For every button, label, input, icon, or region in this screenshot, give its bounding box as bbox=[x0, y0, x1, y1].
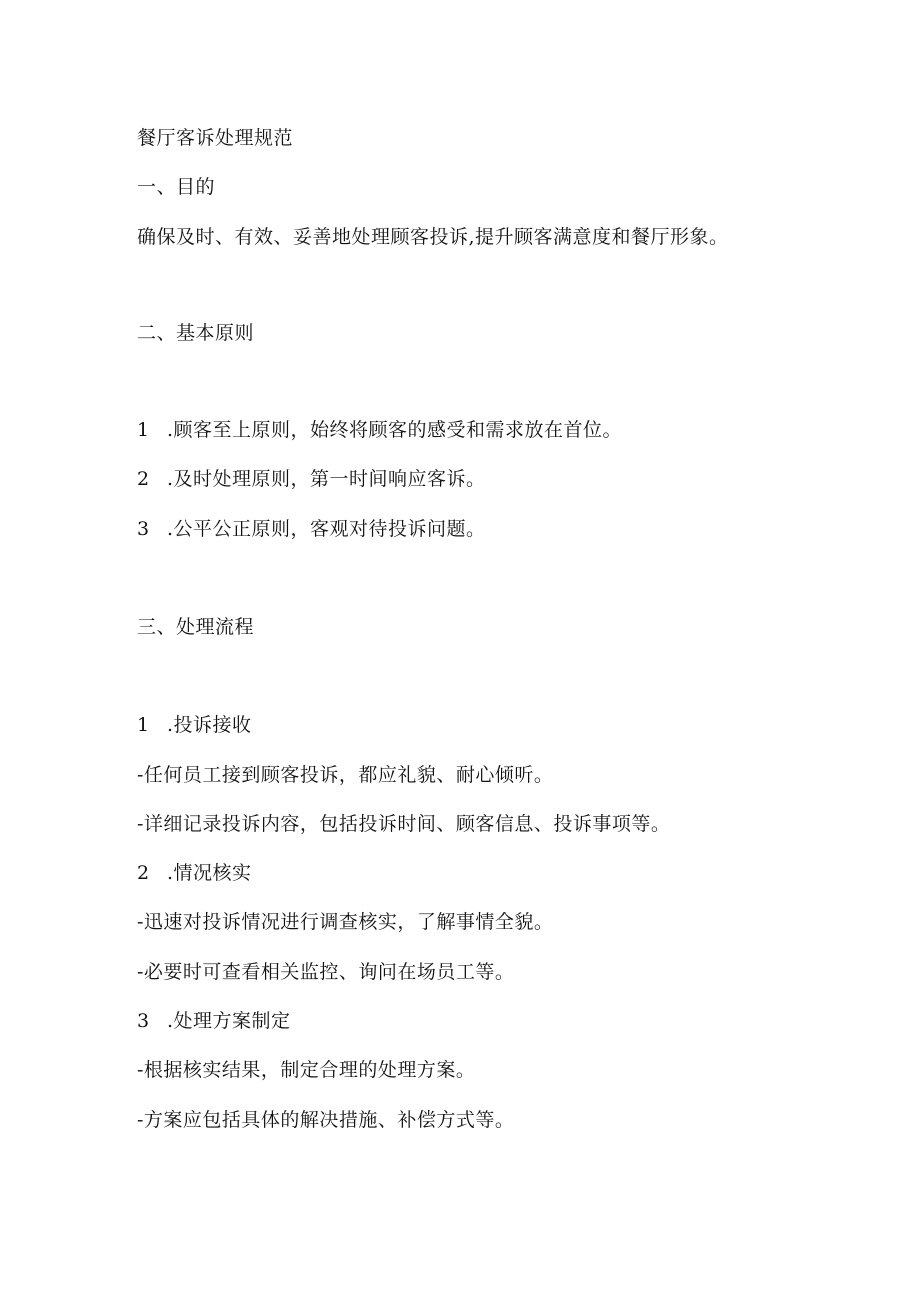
section-heading-process: 三、处理流程 bbox=[137, 616, 255, 638]
process-step-point: -任何员工接到顾客投诉，都应礼貌、耐心倾听。 bbox=[137, 764, 554, 786]
process-step-point: -方案应包括具体的解决措施、补偿方式等。 bbox=[137, 1109, 515, 1131]
list-number: 2 bbox=[137, 862, 150, 884]
principle-item bbox=[137, 418, 622, 442]
list-number: 2 bbox=[137, 468, 150, 490]
list-number: 1 bbox=[137, 714, 150, 736]
section-heading-principles: 二、基本原则 bbox=[137, 322, 255, 344]
list-number: 1 bbox=[137, 419, 150, 441]
principle-item bbox=[137, 467, 486, 491]
process-step-point: -根据核实结果，制定合理的处理方案。 bbox=[137, 1059, 476, 1081]
principle-text: .及时处理原则，第一时间响应客诉。 bbox=[167, 468, 486, 490]
step-title-text: .投诉接收 bbox=[167, 714, 252, 736]
step-title-text: .处理方案制定 bbox=[167, 1010, 291, 1032]
process-step-point: -详细记录投诉内容，包括投诉时间、顾客信息、投诉事项等。 bbox=[137, 813, 671, 835]
step-title-text: .情况核实 bbox=[167, 862, 252, 884]
section-heading-purpose: 一、目的 bbox=[137, 176, 216, 198]
process-step-point: -迅速对投诉情况进行调查核实，了解事情全貌。 bbox=[137, 911, 554, 933]
list-number: 3 bbox=[137, 1010, 150, 1032]
principle-text: .公平公正原则，客观对待投诉问题。 bbox=[167, 518, 486, 540]
list-number: 3 bbox=[137, 518, 150, 540]
document-title: 餐厅客诉处理规范 bbox=[137, 127, 294, 149]
process-step-title bbox=[137, 861, 252, 885]
process-step-title bbox=[137, 713, 252, 737]
purpose-paragraph: 确保及时、有效、妥善地处理顾客投诉,提升顾客满意度和餐厅形象。 bbox=[137, 226, 729, 248]
process-step-title bbox=[137, 1009, 291, 1033]
principle-text: .顾客至上原则，始终将顾客的感受和需求放在首位。 bbox=[167, 419, 623, 441]
principle-item bbox=[137, 517, 486, 541]
process-step-point: -必要时可查看相关监控、询问在场员工等。 bbox=[137, 961, 515, 983]
